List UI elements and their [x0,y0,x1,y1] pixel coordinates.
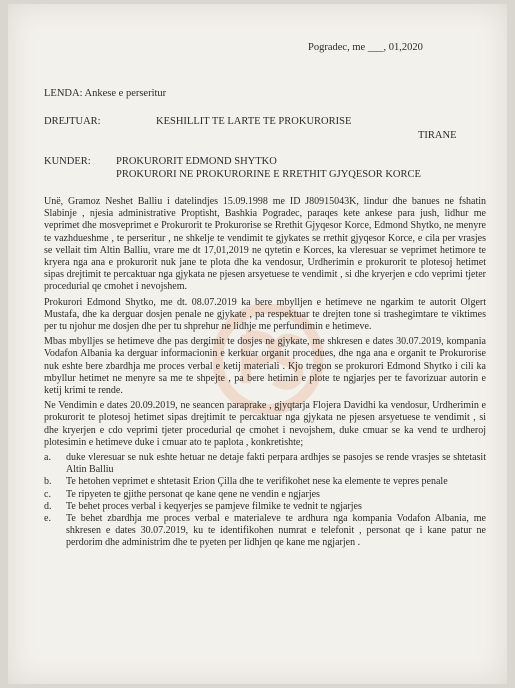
letter-body [44,196,486,550]
list-item-label: b. [44,476,52,488]
place-date: Pogradec, me ___, 01,2020 [308,42,423,53]
against-line-1: PROKURORIT EDMOND SHYTKO [116,156,277,167]
paragraph: Unë, Gramoz Neshet Balliu i datelindjes 15.09.1998 me ID J80915043K, lindur dhe banues ne fshatin Slabinje , njesia administrative Proptisht, Bashkia Pogradec, paraqes kete ankese para jush, lidhur me veprimet dhe mosveprimet e Prokurorit te Prokurorise se Rrethit Gjyqesor Korce, Edmond Shytko, ne menyre te vazhdueshme , te perseritur , ne shkelje te vendimit te gjykates se rrethit gjyqesor Korce, e cila per vrasjes se vellait tim Altin Balliu, vrare me dt 17,01,2019 ne qytetin e Korces, ka vleresuar se veprimet hetimore te kryera nga ana e prokurorit nuk jane te plota dhe ka vendosur, Urdherimin e prokurorit te plotesoj hetimet sipas drejtimit te percaktuar nga gjykata ne pjesen arsyetuese te vendimit , si dhe kryerjen e cdo veprimi tjeter procedurial qe cmohet i nevojshem. [44,196,486,293]
addressed-recipient: KESHILLIT TE LARTE TE PROKURORISE [156,116,352,127]
list-item [44,488,486,501]
list-item-text: Te behet proces verbal i keqyerjes se pamjeve filmike te vednit te ngjarjes [66,500,362,512]
list-item-label: d. [44,500,52,512]
list-item-label: e. [44,513,51,525]
list-item-text: Te ripyeten te gjithe personat qe kane qene ne vendin e ngjarjes [66,488,320,500]
list-item [44,476,486,488]
list-item-label: c. [44,488,51,500]
list-item-text: Te hetohen veprimet e shtetasit Erion Çilla dhe te verifikohet nese ka elemente te vepres penale [66,476,448,488]
list-item-text: duke vleresuar se nuk eshte hetuar ne detaje fakti perpara ardhjes se pasojes se rende vrasjes se shtetasit Altin Balliu [66,452,486,476]
subject-line: LENDA: Ankese e perseritur [44,88,167,99]
list-item [44,513,486,550]
list-item [44,500,486,513]
request-list [44,452,486,550]
document-page [8,4,507,684]
against-party [116,156,421,181]
list-item-text: Te behet zbardhja me proces verbal e materialeve te ardhura nga kompania Vodafon Albania, me shkresen e dates 30.07.2019, ku te identifikohen numrat e telefonit , personat qe i kane patur ne perdorim dhe administrim dhe te pyeten per lidhjen qe kane me ngjarjen . [66,513,486,549]
list-item [44,452,486,476]
recipient-city: TIRANE [418,130,457,141]
paragraph: Mbas mbylljes se hetimeve dhe pas dergimit te dosjes ne gjykate, me shkresen e dates 30.07.2019, kompania Vodafon Albania ka derguar informacionin e kerkuar organit procedues, dhe nga ana e organit te Prokurorise nuk eshte bere zbardhja me proces verbal e ketij materiali . Kjo tregon se prokurori Edmond Shytko i cili ka mbyllur hetimet ne menyre sa me te shpejte , pa bere hetimin e plote te ngjarjes per te favorizuar autorin e ketij krimi te rende. [44,336,486,397]
against-label: KUNDER: [44,156,91,167]
list-item-label: a. [44,452,51,464]
addressed-label: DREJTUAR: [44,116,101,127]
against-line-2: PROKURORI NE PROKURORINE E RRETHIT GJYQESOR KORCE [116,168,421,180]
paragraph: Prokurori Edmond Shytko, me dt. 08.07.2019 ka bere mbylljen e hetimeve ne ngarkim te autorit Olgert Mustafa, dhe ka derguar dosjen penale ne gjykate , pa respektuar te drejten tone si trashegimtare te viktimes per tu njohur me dosjen dhe per tu shprehur ne lidhje me perfundimin e hetimeve. [44,296,486,333]
paragraph: Ne Vendimin e dates 20.09.2019, ne seancen paraprake , gjyqtarja Flojera Davidhi ka vendosur, Urdherimin e prokurorit te plotesoj hetimet sipas drejtimit te percaktuar nga gjykata ne pjesen arsyetuese te vendimit , si dhe kryerjen e cdo veprimi tjeter procedurial qe cmohet i nevojshem, duke cmuar se ka vend te urdheroj plotesimin e hetimeve duke i cmuar ato te paplota , konkretishte; [44,400,486,448]
